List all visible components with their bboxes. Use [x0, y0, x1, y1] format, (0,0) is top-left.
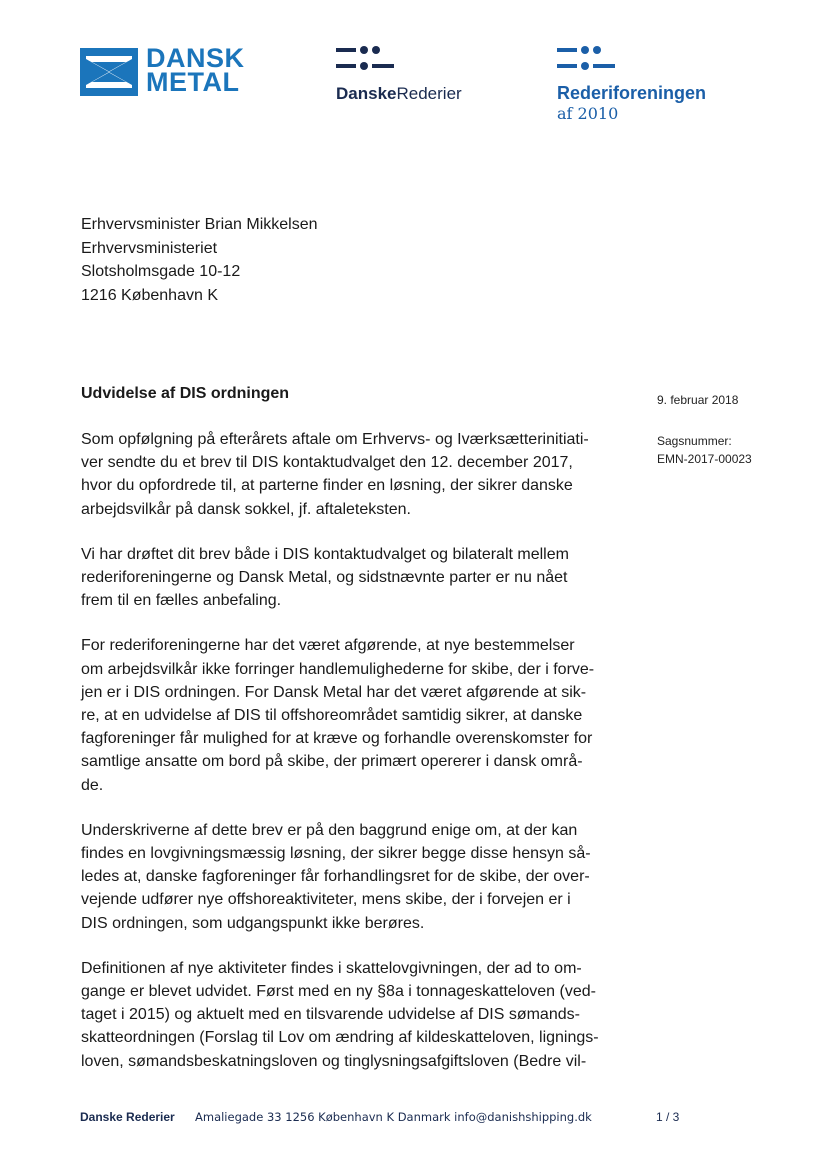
paragraph-line: Underskriverne af dette brev er på den baggrund enige om, at der kan — [81, 821, 578, 839]
paragraph-line: DIS ordningen, som udgangspunkt ikke berøres. — [81, 914, 425, 932]
paragraph-line: skatteordningen (Forslag til Lov om ændring af kildeskatteloven, lignings- — [81, 1029, 599, 1047]
paragraph-line: gange er blevet udvidet. Først med en ny §8a i tonnageskatteloven (ved- — [81, 983, 596, 1001]
paragraph-line: Som opfølgning på efterårets aftale om Erhvervs- og Iværksætterinitiati- — [81, 431, 589, 448]
paragraph-line: samtlige ansatte om bord på skibe, der primært opererer i dansk områ- — [81, 753, 583, 771]
paragraph-line: taget i 2015) og aktuelt med en tilsvarende udvidelse af DIS sømands- — [81, 1006, 580, 1024]
footer-org: Danske Rederier — [80, 1110, 175, 1124]
address-line: Erhvervsminister Brian Mikkelsen — [81, 216, 318, 233]
page-number: 1 / 3 — [656, 1110, 680, 1124]
danske-rederier-bold: Danske — [336, 84, 397, 103]
letter-body — [81, 428, 621, 1095]
body-paragraph — [81, 543, 621, 613]
paragraph-line: jen er i DIS ordningen. For Dansk Metal har det været afgørende at sik- — [81, 683, 587, 701]
address-line: Erhvervsministeriet — [81, 239, 218, 257]
body-paragraph — [81, 428, 621, 521]
footer-address: Amaliegade 33 1256 København K Danmark info@danishshipping.dk — [195, 1110, 592, 1124]
address-line: 1216 København K — [81, 286, 218, 304]
rederiforeningen-name: Rederiforeningen — [557, 83, 707, 103]
paragraph-line: loven, sømandsbeskatningsloven og tinglysningsafgiftsloven (Bedre vil- — [81, 1052, 587, 1070]
paragraph-line: For rederiforeningerne har det været afgørende, at nye bestemmelser — [81, 637, 575, 655]
recipient-address — [81, 213, 318, 307]
paragraph-line: Vi har drøftet dit brev både i DIS kontaktudvalget og bilateralt mellem — [81, 545, 569, 563]
paragraph-line: re, at en udvidelse af DIS til offshoreområdet samtidig sikrer, at danske — [81, 707, 583, 725]
paragraph-line: de. — [81, 776, 104, 794]
paragraph-line: hvor du opfordrede til, at parterne finder en løsning, der sikrer danske — [81, 477, 573, 495]
paragraph-line: om arbejdsvilkår ikke forringer handlemulighederne for skibe, der i forve- — [81, 660, 595, 678]
paragraph-line: ver sendte du et brev til DIS kontaktudvalget den 12. december 2017, — [81, 454, 573, 472]
dansk-metal-logo — [80, 43, 250, 100]
letter-subject: Udvidelse af DIS ordningen — [81, 385, 290, 402]
danske-rederier-wordmark — [336, 84, 462, 104]
case-number: EMN-2017-00023 — [657, 452, 752, 466]
case-reference — [657, 432, 752, 468]
paragraph-line: findes en lovgivningsmæssig løsning, der sikrer begge disse hensyn så- — [81, 845, 591, 863]
rederiforeningen-dots-icon — [557, 46, 617, 74]
letter-date: 9. februar 2018 — [657, 393, 739, 407]
paragraph-line: fagforeninger får mulighed for at kræve og forhandle overenskomster for — [81, 730, 593, 748]
dansk-metal-line1: DANSK — [146, 43, 245, 73]
paragraph-line: rederiforeningerne og Dansk Metal, og sidstnævnte parter er nu nået — [81, 569, 568, 587]
rederiforeningen-logo — [557, 46, 727, 126]
paragraph-line: Definitionen af nye aktiviteter findes i skattelovgivningen, der ad to om- — [81, 959, 582, 977]
body-paragraph — [81, 957, 621, 1073]
body-paragraph — [81, 634, 621, 796]
dansk-metal-line2: METAL — [146, 67, 240, 97]
case-label: Sagsnummer: — [657, 434, 732, 448]
paragraph-line: ledes at, danske fagforeninger får forhandlingsret for de skibe, der over- — [81, 868, 590, 886]
paragraph-line: frem til en fælles anbefaling. — [81, 592, 282, 610]
dansk-metal-emblem-icon — [80, 48, 138, 96]
danske-rederier-dots-icon — [336, 46, 396, 74]
paragraph-line: arbejdsvilkår på dansk sokkel, jf. aftaleteksten. — [81, 500, 411, 518]
danske-rederier-logo — [336, 46, 486, 106]
body-paragraph — [81, 819, 621, 935]
address-line: Slotsholmsgade 10-12 — [81, 263, 241, 280]
danske-rederier-regular: Rederier — [396, 84, 462, 103]
rederiforeningen-subtitle: af 2010 — [557, 104, 619, 123]
paragraph-line: vejende udfører nye offshoreaktiviteter, mens skibe, der i forvejen er i — [81, 891, 571, 909]
